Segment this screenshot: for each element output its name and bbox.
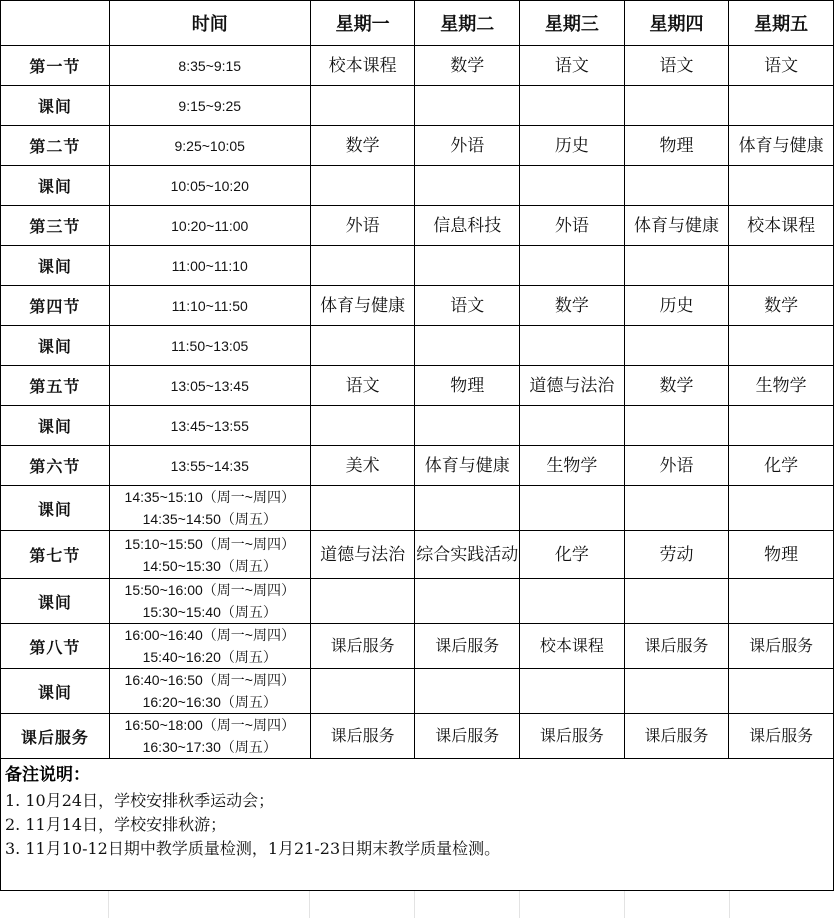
subject-cell: 数学 [310,126,415,166]
break-row [1,406,834,446]
subject-cell [310,326,415,366]
time-range: 15:50~16:00（周一~周四） [124,582,295,598]
subject-cell [729,579,834,624]
subject-cell [415,166,520,206]
subject-cell [729,406,834,446]
subject-cell: 化学 [729,446,834,486]
subject-cell [415,579,520,624]
time-range: 15:10~15:50（周一~周四） [124,535,295,552]
day-header-tue: 星期二 [415,1,520,46]
period-label: 第七节 [1,531,110,579]
day-header-mon: 星期一 [310,1,415,46]
subject-cell [729,86,834,126]
notes-title: 备注说明： [5,765,90,785]
period-label: 课间 [1,406,110,446]
subject-cell: 综合实践活动 [415,531,520,579]
break-row [1,86,834,126]
time-cell [109,624,310,669]
subject-cell: 数学 [729,286,834,326]
sheet-gridline [309,891,310,918]
subject-cell: 道德与法治 [520,366,625,406]
time-cell [109,206,310,246]
time-cell [109,246,310,286]
subject-cell [729,326,834,366]
time-range: 14:35~15:10（周一~周四） [124,489,295,505]
period-label: 课后服务 [1,714,110,759]
subject-cell [310,406,415,446]
period-row [1,446,834,486]
subject-cell [415,326,520,366]
subject-cell: 课后服务 [624,714,729,759]
period-row [1,286,834,326]
day-header-wed: 星期三 [520,1,625,46]
day-header-fri: 星期五 [729,1,834,46]
subject-cell: 历史 [624,286,729,326]
period-row [1,46,834,86]
time-cell [109,326,310,366]
note-item: 1. 10月24日，学校安排秋季运动会； [5,791,275,810]
subject-cell [520,669,625,714]
subject-cell: 外语 [520,206,625,246]
period-label: 课间 [1,166,110,206]
time-range: 15:30~15:40（周五） [142,604,277,620]
time-range: 10:20~11:00 [171,217,249,234]
subject-cell: 课后服务 [310,714,415,759]
subject-cell: 历史 [520,126,625,166]
time-range: 16:30~17:30（周五） [142,739,277,755]
subject-cell: 数学 [624,366,729,406]
subject-cell [310,166,415,206]
subject-cell [415,246,520,286]
subject-cell [310,669,415,714]
period-label: 课间 [1,246,110,286]
sheet-gridline [108,891,109,918]
sheet-gridline [729,891,730,918]
corner-cell [1,1,110,46]
time-header: 时间 [109,1,310,46]
time-range: 14:50~15:30（周五） [142,557,277,574]
subject-cell: 课后服务 [624,624,729,669]
subject-cell: 校本课程 [520,624,625,669]
sheet-gridline [624,891,625,918]
period-row [1,624,834,669]
subject-cell [520,86,625,126]
subject-cell: 语文 [520,46,625,86]
subject-cell: 体育与健康 [415,446,520,486]
subject-cell [520,326,625,366]
subject-cell: 课后服务 [310,624,415,669]
subject-cell: 道德与法治 [310,531,415,579]
subject-cell [520,486,625,531]
note-item: 3. 11月10-12日期中教学质量检测，1月21-23日期末教学质量检测。 [5,839,501,858]
subject-cell [624,326,729,366]
subject-cell [310,579,415,624]
subject-cell [310,246,415,286]
period-label: 第二节 [1,126,110,166]
time-range: 11:10~11:50 [171,297,248,314]
time-range: 11:00~11:10 [171,257,248,274]
period-label: 课间 [1,579,110,624]
subject-cell [415,486,520,531]
subject-cell [729,486,834,531]
break-row [1,246,834,286]
subject-cell: 课后服务 [415,714,520,759]
subject-cell: 课后服务 [729,624,834,669]
subject-cell: 语文 [624,46,729,86]
time-range: 13:05~13:45 [170,377,249,394]
time-cell [109,166,310,206]
subject-cell: 信息科技 [415,206,520,246]
break-row [1,579,834,624]
period-label: 第四节 [1,286,110,326]
period-label: 课间 [1,486,110,531]
subject-cell [415,86,520,126]
subject-cell: 化学 [520,531,625,579]
time-cell [109,486,310,531]
subject-cell: 美术 [310,446,415,486]
period-row [1,206,834,246]
break-row [1,326,834,366]
subject-cell [729,669,834,714]
subject-cell: 劳动 [624,531,729,579]
header-row [1,1,834,46]
period-label: 课间 [1,326,110,366]
time-range: 13:55~14:35 [170,457,249,474]
subject-cell: 外语 [415,126,520,166]
subject-cell: 校本课程 [310,46,415,86]
subject-cell [520,166,625,206]
subject-cell: 体育与健康 [310,286,415,326]
time-cell [109,86,310,126]
time-range: 16:20~16:30（周五） [142,694,277,710]
sheet-gridline [519,891,520,918]
period-label: 第六节 [1,446,110,486]
subject-cell [520,406,625,446]
period-row [1,366,834,406]
break-row [1,486,834,531]
time-cell [109,406,310,446]
subject-cell: 物理 [624,126,729,166]
time-range: 16:00~16:40（周一~周四） [124,627,295,643]
note-item: 2. 11月14日，学校安排秋游； [5,815,227,834]
subject-cell [415,669,520,714]
time-range: 16:40~16:50（周一~周四） [124,672,295,688]
subject-cell: 课后服务 [729,714,834,759]
time-range: 16:50~18:00（周一~周四） [124,717,295,733]
subject-cell [624,86,729,126]
time-cell [109,531,310,579]
time-cell [109,126,310,166]
subject-cell: 外语 [624,446,729,486]
subject-cell [520,579,625,624]
subject-cell: 课后服务 [520,714,625,759]
subject-cell: 数学 [520,286,625,326]
day-header-thu: 星期四 [624,1,729,46]
time-range: 9:15~9:25 [178,97,242,114]
subject-cell: 生物学 [520,446,625,486]
period-label: 第一节 [1,46,110,86]
subject-cell [729,166,834,206]
time-cell [109,446,310,486]
subject-cell: 语文 [729,46,834,86]
period-label: 第八节 [1,624,110,669]
subject-cell: 体育与健康 [729,126,834,166]
subject-cell: 外语 [310,206,415,246]
break-row [1,669,834,714]
subject-cell [520,246,625,286]
subject-cell [624,486,729,531]
period-label: 课间 [1,669,110,714]
time-cell [109,579,310,624]
subject-cell: 数学 [415,46,520,86]
period-label: 第三节 [1,206,110,246]
subject-cell: 语文 [310,366,415,406]
subject-cell: 体育与健康 [624,206,729,246]
period-row [1,531,834,579]
period-label: 课间 [1,86,110,126]
time-range: 15:40~16:20（周五） [142,649,277,665]
subject-cell: 物理 [415,366,520,406]
time-range: 8:35~9:15 [178,57,242,74]
subject-cell [624,246,729,286]
subject-cell: 课后服务 [415,624,520,669]
sheet-gridline [414,891,415,918]
subject-cell [415,406,520,446]
subject-cell [624,406,729,446]
time-range: 13:45~13:55 [170,417,249,434]
subject-cell [624,579,729,624]
time-range: 10:05~10:20 [170,177,249,194]
subject-cell [624,166,729,206]
subject-cell: 校本课程 [729,206,834,246]
subject-cell [624,669,729,714]
break-row [1,166,834,206]
subject-cell: 生物学 [729,366,834,406]
subject-cell [729,246,834,286]
time-cell [109,669,310,714]
time-cell [109,366,310,406]
subject-cell: 物理 [729,531,834,579]
subject-cell [310,486,415,531]
time-cell [109,46,310,86]
period-label: 第五节 [1,366,110,406]
subject-cell [310,86,415,126]
notes-section [0,752,834,891]
time-range: 11:50~13:05 [171,337,249,354]
time-range: 14:35~14:50（周五） [142,511,277,527]
subject-cell: 语文 [415,286,520,326]
time-range: 9:25~10:05 [174,137,245,154]
period-row [1,126,834,166]
time-cell [109,286,310,326]
